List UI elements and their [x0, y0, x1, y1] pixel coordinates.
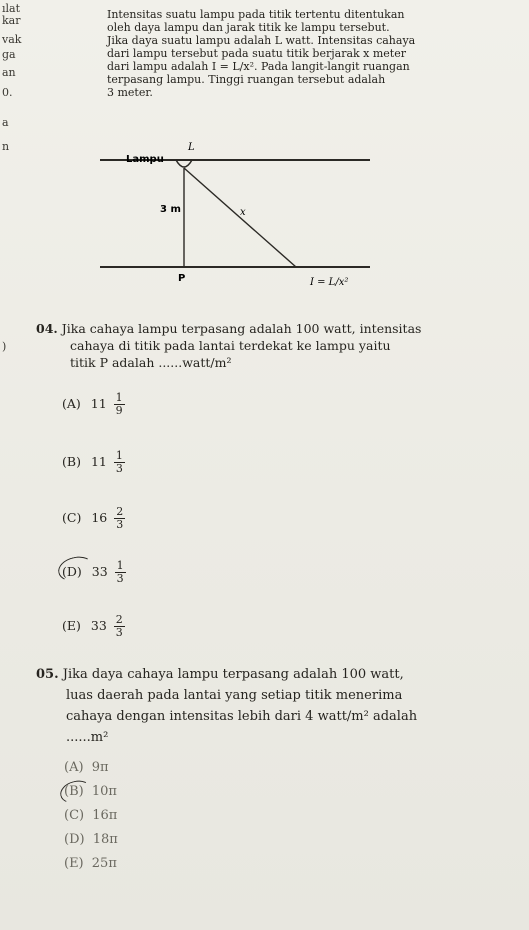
margin-fragment: ): [2, 340, 7, 353]
option-04-b[interactable]: [62, 450, 125, 475]
question-text: cahaya di titik pada lantai terdekat ke lampu yaitu: [70, 338, 391, 353]
option-05-d[interactable]: [64, 832, 118, 848]
option-label: (A): [64, 760, 84, 775]
margin-fragment: a: [2, 116, 9, 129]
margin-fragment: kar: [2, 14, 21, 27]
option-fraction: [114, 506, 125, 531]
option-value: 9π: [91, 760, 109, 775]
option-04-a[interactable]: [62, 392, 125, 417]
option-fraction: [114, 450, 125, 475]
label-P: P: [178, 273, 186, 284]
intro-line: 3 meter.: [107, 86, 153, 99]
option-label: (B): [62, 454, 81, 469]
option-label: (C): [64, 808, 85, 823]
option-05-e[interactable]: [64, 856, 117, 872]
answer-mark-icon: [58, 777, 94, 806]
option-value: 10π: [91, 784, 117, 799]
option-05-c[interactable]: [64, 808, 117, 824]
option-value: 16π: [92, 808, 118, 823]
option-label: (C): [62, 510, 82, 525]
label-height: 3 m: [160, 204, 181, 215]
option-whole: 16: [91, 510, 108, 525]
option-fraction: [115, 560, 126, 585]
numerator: 1: [116, 559, 124, 572]
margin-fragment: 0.: [2, 86, 13, 99]
margin-fragment: n: [2, 140, 10, 153]
intro-line: terpasang lampu. Tinggi ruangan tersebut adalah: [107, 73, 386, 86]
option-value: 25π: [91, 856, 117, 871]
denominator: 3: [116, 572, 124, 585]
margin-fragment: an: [2, 66, 16, 79]
question-number: 05.: [36, 667, 59, 682]
option-04-c[interactable]: [62, 506, 125, 531]
question-text: Jika daya cahaya lampu terpasang adalah 100 watt,: [62, 667, 404, 682]
option-04-e[interactable]: [62, 614, 125, 639]
question-05: [36, 664, 516, 748]
intro-line: Jika daya suatu lampu adalah L watt. Intensitas cahaya: [107, 34, 416, 47]
denominator: 3: [115, 626, 123, 639]
option-label: (B): [64, 784, 84, 799]
lamp-diagram-svg: [100, 140, 400, 300]
question-text: titik P adalah ......watt/m²: [70, 355, 232, 370]
question-text: luas daerah pada lantai yang setiap titik menerima: [66, 688, 403, 703]
numerator: 1: [115, 391, 123, 404]
question-text: Jika cahaya lampu terpasang adalah 100 watt, intensitas: [61, 321, 422, 336]
intro-line: oleh daya lampu dan jarak titik ke lampu tersebut.: [107, 21, 390, 34]
denominator: 3: [115, 462, 123, 475]
option-value: 18π: [92, 832, 118, 847]
option-fraction: [114, 614, 125, 639]
question-text: cahaya dengan intensitas lebih dari 4 watt/m² adalah: [66, 709, 418, 724]
option-05-a[interactable]: [64, 760, 109, 776]
intro-line: Intensitas suatu lampu pada titik tertentu ditentukan: [107, 8, 405, 21]
denominator: 3: [116, 518, 124, 531]
option-fraction: [114, 392, 125, 417]
option-label: (D): [62, 564, 82, 579]
option-label: (D): [64, 832, 85, 847]
label-x: x: [240, 207, 246, 218]
lamp-icon: [176, 160, 192, 167]
question-number: 04.: [36, 321, 58, 336]
intro-line: dari lampu adalah I = L/x². Pada langit-langit ruangan: [107, 60, 410, 73]
margin-fragment: ga: [2, 48, 16, 61]
intro-line: dari lampu tersebut pada suatu titik berjarak x meter: [107, 47, 406, 60]
question-04: [36, 320, 516, 371]
option-whole: 11: [90, 454, 107, 469]
numerator: 2: [115, 613, 123, 626]
question-text: ......m²: [66, 730, 109, 745]
label-L: L: [188, 142, 195, 153]
option-whole: 11: [90, 396, 107, 411]
option-whole: 33: [90, 618, 107, 633]
margin-fragment: vak: [2, 33, 22, 46]
option-label: (E): [64, 856, 84, 871]
intro-paragraph: [107, 8, 522, 99]
denominator: 9: [115, 404, 123, 417]
label-lampu: Lampu: [126, 154, 164, 165]
margin-fragment: ılat: [2, 2, 21, 15]
option-label: (A): [62, 396, 81, 411]
formula-label: I = L/x²: [310, 277, 349, 288]
numerator: 2: [116, 505, 124, 518]
lamp-diagram: [100, 140, 400, 300]
option-label: (E): [62, 618, 81, 633]
option-whole: 33: [91, 564, 108, 579]
numerator: 1: [115, 449, 123, 462]
